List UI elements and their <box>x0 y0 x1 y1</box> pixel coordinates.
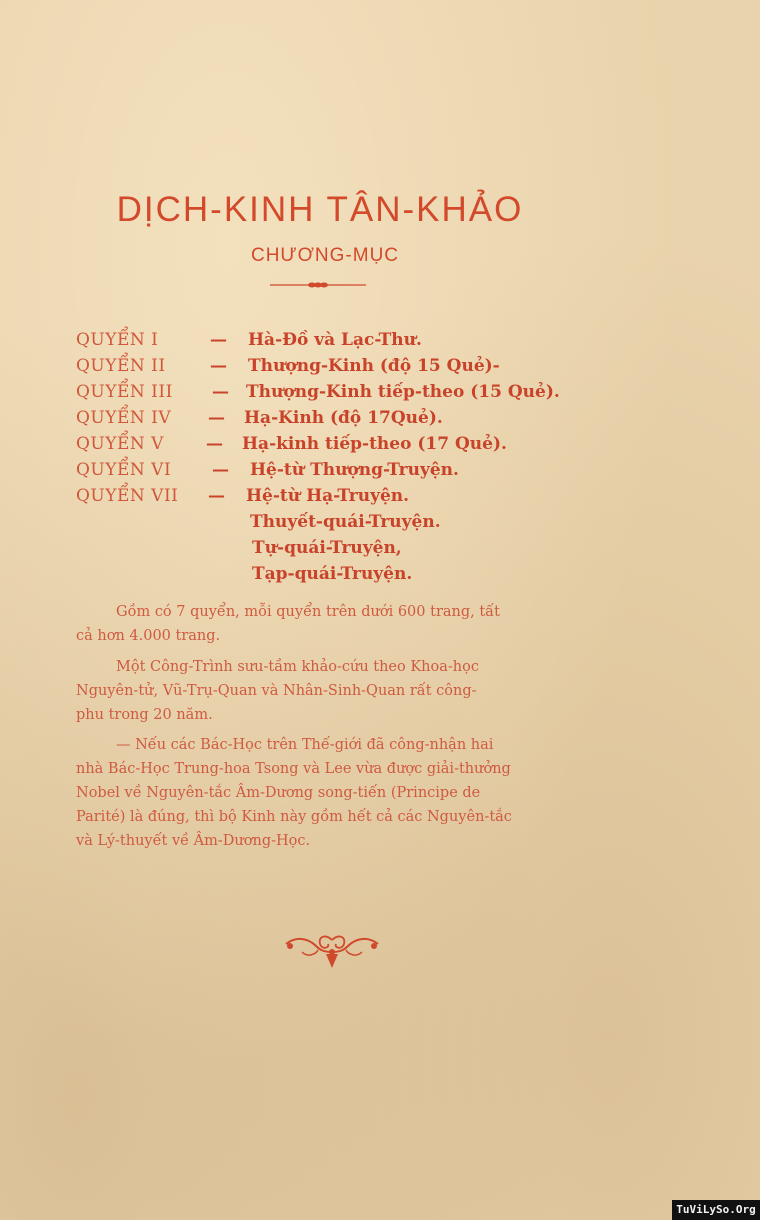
paragraph-volumes <box>76 600 576 648</box>
toc-row <box>76 486 676 512</box>
toc-text: Thuyết-quái-Truyện. <box>250 512 441 532</box>
toc-text: Hệ-từ Thượng-Truyện. <box>250 460 459 480</box>
paragraph-line: cả hơn 4.000 trang. <box>76 628 221 644</box>
toc-row <box>76 434 676 460</box>
toc-text: Thượng-Kinh (độ 15 Quẻ)- <box>248 356 500 376</box>
toc-text: Thượng-Kinh tiếp-theo (15 Quẻ). <box>246 382 560 402</box>
paragraph-line: Nguyên-tử, Vũ-Trụ-Quan và Nhân-Sinh-Quan rất công- <box>76 683 477 699</box>
toc-dash: — <box>212 460 229 480</box>
toc-row <box>76 408 676 434</box>
toc-text: Tạp-quái-Truyện. <box>252 564 413 584</box>
toc-volume: QUYỂN VI <box>76 460 172 480</box>
paragraph-line: và Lý-thuyết về Âm-Dương-Học. <box>76 833 311 849</box>
toc-volume: QUYỂN IV <box>76 408 172 428</box>
toc-text: Hà-Đồ và Lạc-Thư. <box>248 330 422 350</box>
paragraph-line: phu trong 20 năm. <box>76 707 213 723</box>
page-title: DỊCH-KINH TÂN-KHẢO <box>116 190 524 229</box>
toc-volume: QUYỂN I <box>76 330 159 350</box>
toc-row <box>76 330 676 356</box>
toc-text: Tự-quái-Truyện, <box>252 538 402 558</box>
toc-volume: QUYỂN V <box>76 434 164 454</box>
toc-dash: — <box>206 434 223 454</box>
toc-text: Hạ-Kinh (độ 17Quẻ). <box>244 408 443 428</box>
title-divider-ornament <box>268 278 368 292</box>
page-subtitle: CHƯƠNG-MỤC <box>250 245 400 266</box>
toc-continued-row <box>76 512 676 538</box>
toc-dash: — <box>210 356 227 376</box>
toc-dash: — <box>210 330 227 350</box>
toc-text: Hạ-kinh tiếp-theo (17 Quẻ). <box>242 434 507 454</box>
toc-volume: QUYỂN III <box>76 382 173 402</box>
toc-row <box>76 382 676 408</box>
closing-ornament-icon <box>282 932 382 972</box>
paragraph-nobel <box>76 733 576 853</box>
toc-volume: QUYỂN II <box>76 356 166 376</box>
toc-row <box>76 356 676 382</box>
toc-dash: — <box>208 486 225 506</box>
table-of-contents <box>76 330 676 590</box>
paragraph-research <box>76 655 576 727</box>
site-watermark: TuViLySo.Org <box>672 1200 760 1220</box>
toc-dash: — <box>208 408 225 428</box>
paragraph-line: — Nếu các Bác-Học trên Thế-giới đã công-nhận hai <box>116 737 494 753</box>
paragraph-line: Gồm có 7 quyển, mỗi quyển trên dưới 600 trang, tất <box>116 604 500 620</box>
toc-continued-row <box>76 564 676 590</box>
toc-volume: QUYỂN VII <box>76 486 179 506</box>
paragraph-line: Một Công-Trình sưu-tầm khảo-cứu theo Khoa-học <box>116 659 479 675</box>
toc-text: Hệ-từ Hạ-Truyện. <box>246 486 410 506</box>
paragraph-line: Nobel về Nguyên-tắc Âm-Dương song-tiến (Principe de <box>76 785 481 801</box>
toc-continued-row <box>76 538 676 564</box>
toc-dash: — <box>212 382 229 402</box>
paragraph-line: nhà Bác-Học Trung-hoa Tsong và Lee vừa được giải-thưởng <box>76 761 511 777</box>
paragraph-line: Parité) là đúng, thì bộ Kinh này gồm hết cả các Nguyên-tắc <box>76 809 512 825</box>
toc-row <box>76 460 676 486</box>
